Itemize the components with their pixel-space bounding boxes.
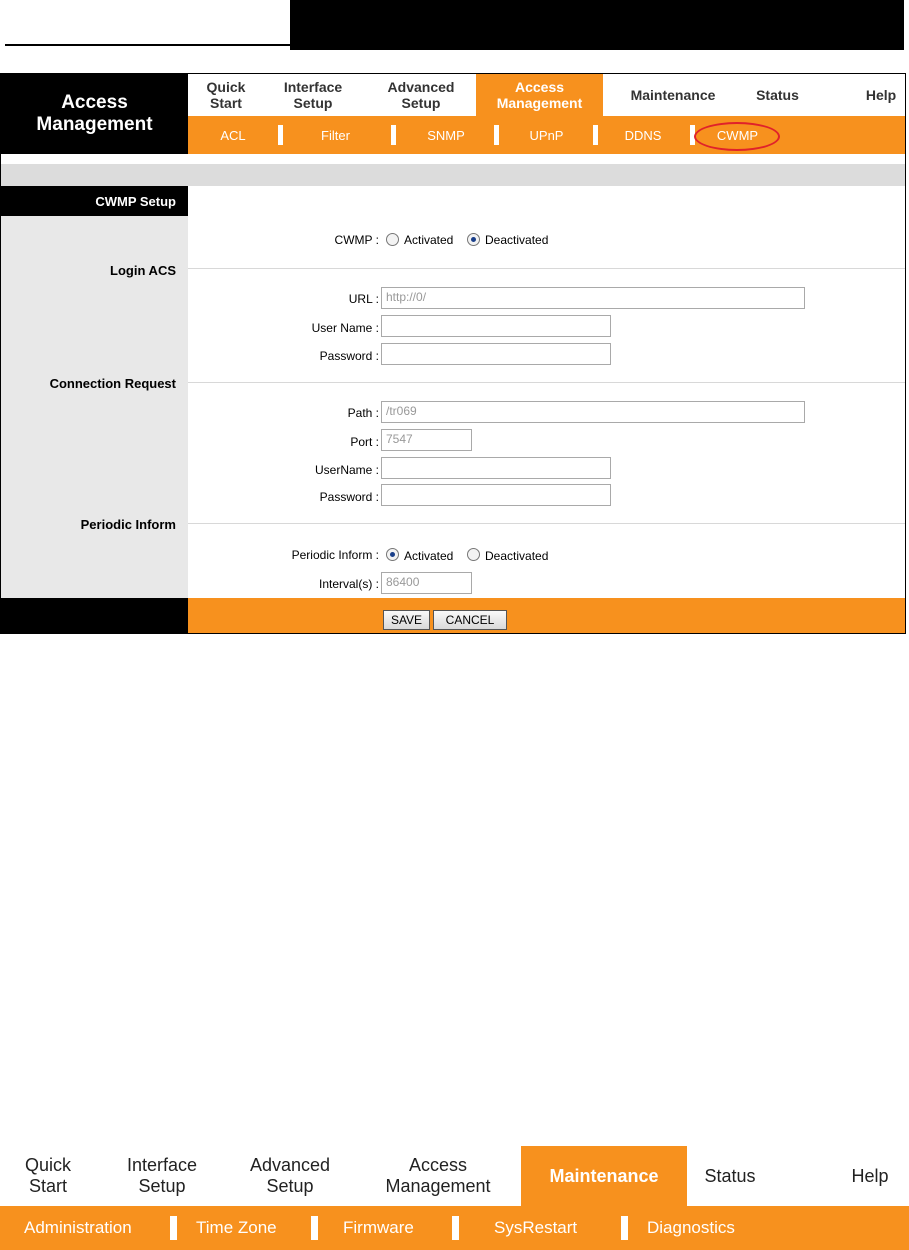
subnav-upnp[interactable]: UPnP xyxy=(529,127,564,143)
nav-status[interactable]: Status xyxy=(756,87,799,103)
cr-username-input[interactable] xyxy=(381,457,611,479)
subnav-divider xyxy=(311,1216,318,1240)
header-rule xyxy=(5,44,295,46)
interval-input[interactable]: 86400 xyxy=(381,572,472,594)
subnav-filter[interactable]: Filter xyxy=(321,127,350,143)
cwmp-activated-label: Activated xyxy=(404,233,454,247)
top-nav xyxy=(188,74,906,116)
subnav-divider xyxy=(170,1216,177,1240)
section-divider xyxy=(188,382,906,383)
subnav-administration[interactable]: Administration xyxy=(24,1218,132,1237)
periodic-activated-radio[interactable] xyxy=(386,548,399,561)
password-label: Password : xyxy=(319,349,379,363)
nav-access-management[interactable]: Access Management xyxy=(476,74,603,116)
section-cwmp-setup: CWMP Setup xyxy=(1,186,188,216)
subnav-snmp[interactable]: SNMP xyxy=(427,127,465,143)
cwmp-deactivated-label: Deactivated xyxy=(485,233,549,247)
section-connection-request: Connection Request xyxy=(49,376,176,391)
header-black-bar xyxy=(290,0,904,50)
url-input[interactable]: http://0/ xyxy=(381,287,805,309)
path-input[interactable]: /tr069 xyxy=(381,401,805,423)
section-divider xyxy=(188,268,906,269)
cwmp-activated-radio[interactable] xyxy=(386,233,399,246)
sub-nav xyxy=(188,116,906,154)
periodic-activated-label: Activated xyxy=(404,549,454,563)
url-label: URL : xyxy=(348,292,379,306)
port-input[interactable]: 7547 xyxy=(381,429,472,451)
port-label: Port : xyxy=(350,435,379,449)
footer-left xyxy=(1,598,188,634)
subnav-sysrestart[interactable]: SysRestart xyxy=(494,1218,578,1237)
cwmp-deactivated-radio[interactable] xyxy=(467,233,480,246)
spacer xyxy=(1,154,906,164)
sub-nav xyxy=(0,1206,909,1250)
highlight-circle xyxy=(694,122,780,151)
nav-maintenance[interactable]: Maintenance xyxy=(630,87,716,103)
top-nav xyxy=(0,1146,909,1206)
username-input[interactable] xyxy=(381,315,611,337)
subnav-divider xyxy=(621,1216,628,1240)
subnav-ddns[interactable]: DDNS xyxy=(624,127,662,143)
periodic-deactivated-radio[interactable] xyxy=(467,548,480,561)
periodic-inform-label: Periodic Inform : xyxy=(291,548,379,562)
nav-access-management[interactable]: Access Management xyxy=(385,1155,491,1196)
section-login-acs: Login ACS xyxy=(110,263,176,278)
nav-advanced-setup[interactable]: Advanced Setup xyxy=(387,79,455,111)
nav-maintenance[interactable]: Maintenance xyxy=(521,1146,687,1206)
nav-quick-start[interactable]: Quick Start xyxy=(206,79,246,111)
cancel-button[interactable]: CANCEL xyxy=(433,610,507,630)
subnav-acl[interactable]: ACL xyxy=(220,127,246,143)
nav-interface-setup[interactable]: Interface Setup xyxy=(283,79,343,111)
grey-band xyxy=(1,164,906,186)
nav-help[interactable]: Help xyxy=(865,87,897,103)
brand-title: Access Management xyxy=(1,74,188,154)
subnav-divider xyxy=(452,1216,459,1240)
cr-password-input[interactable] xyxy=(381,484,611,506)
cr-username-label: UserName : xyxy=(314,463,379,477)
password-input[interactable] xyxy=(381,343,611,365)
cwmp-screenshot xyxy=(0,73,906,634)
left-column xyxy=(1,186,188,598)
footer-bar xyxy=(188,598,906,634)
section-periodic-inform: Periodic Inform xyxy=(80,517,176,532)
periodic-deactivated-label: Deactivated xyxy=(485,549,549,563)
subnav-cwmp[interactable]: CWMP xyxy=(716,127,759,143)
cwmp-label: CWMP : xyxy=(334,233,379,247)
subnav-time-zone[interactable]: Time Zone xyxy=(196,1218,277,1237)
nav-advanced-setup[interactable]: Advanced Setup xyxy=(249,1155,331,1196)
username-label: User Name : xyxy=(311,321,379,335)
nav-help[interactable]: Help xyxy=(851,1165,889,1186)
save-button[interactable]: SAVE xyxy=(383,610,430,630)
subnav-firmware[interactable]: Firmware xyxy=(343,1218,414,1237)
subnav-diagnostics[interactable]: Diagnostics xyxy=(647,1218,735,1237)
maintenance-nav-screenshot xyxy=(0,1146,909,1250)
nav-quick-start[interactable]: Quick Start xyxy=(24,1155,71,1196)
section-divider xyxy=(188,523,906,524)
nav-interface-setup[interactable]: Interface Setup xyxy=(126,1155,198,1196)
nav-status[interactable]: Status xyxy=(704,1165,756,1186)
path-label: Path : xyxy=(347,406,379,420)
interval-label: Interval(s) : xyxy=(318,577,379,591)
cr-password-label: Password : xyxy=(319,490,379,504)
